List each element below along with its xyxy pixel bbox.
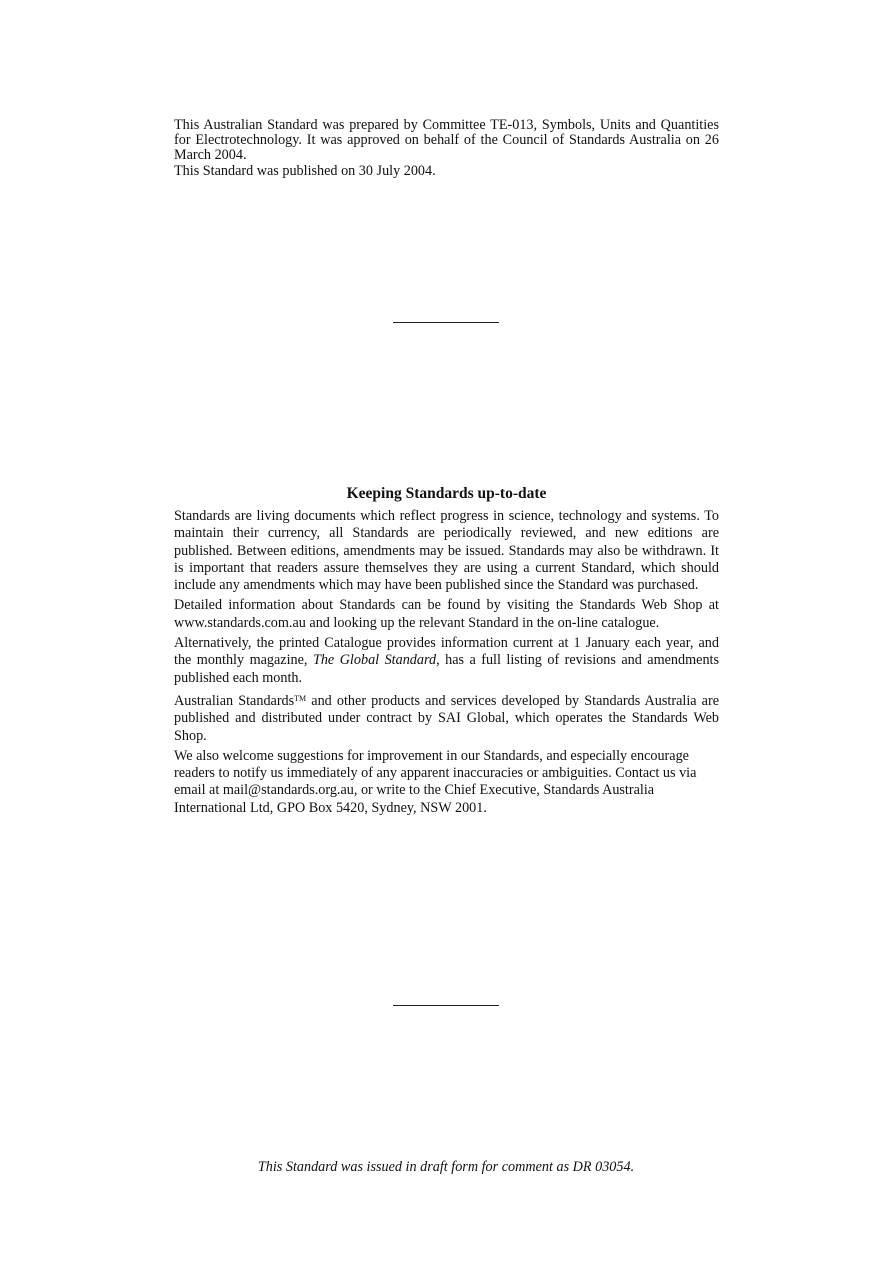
paragraph-contact: We also welcome suggestions for improvement in our Standards, and especially encourage readers to notify us immediately of any apparent inaccuracies or ambiguities. Contact us via email at mail@standards.org.au, or write to the Chief Executive, Standards Australia International Ltd, GPO Box 5420, Sydney, NSW 2001. [174, 747, 697, 816]
paragraph-catalogue [174, 635, 719, 687]
divider-top [393, 322, 499, 323]
paragraph-sai-global-part2: and other products and services developed by Standards Australia are published and distributed under contract by SAI Global, which operates the Standards Web Shop. [174, 692, 719, 744]
paragraph-catalogue-part1: Alternatively, the printed Catalogue provides information current at 1 January each year, and the monthly magazine, [174, 635, 719, 669]
paragraph-sai-global-part1: Australian Standards [174, 692, 295, 709]
trademark-mark: TM [294, 693, 307, 703]
paragraph-web-shop: Detailed information about Standards can be found by visiting the Standards Web Shop at www.standards.com.au and looking up the relevant Standard in the on-line catalogue. [174, 597, 719, 631]
magazine-title: The Global Standard [312, 652, 437, 669]
section-heading: Keeping Standards up-to-date [346, 485, 547, 502]
publication-date-text: This Standard was published on 30 July 2004. [174, 162, 436, 179]
paragraph-sai-global [174, 690, 719, 745]
preparation-note [174, 118, 719, 179]
paragraph-catalogue-part2: , has a full listing of revisions and amendments published each month. [174, 652, 719, 686]
committee-approval-text: This Australian Standard was prepared by Committee TE-013, Symbols, Units and Quantities for Electrotechnology. It was approved on behalf of the Council of Standards Australia on 26 March 2004. [174, 117, 719, 164]
section-body [174, 508, 719, 820]
divider-bottom [393, 1005, 499, 1006]
paragraph-living-documents: Standards are living documents which reflect progress in science, technology and systems. To maintain their currency, all Standards are periodically reviewed, and new editions are published. Between editions, amendments may be issued. Standards may also be withdrawn. It is important that readers assure themselves they are using a current Standard, which should include any amendments which may have been published since the Standard was purchased. [174, 508, 719, 594]
draft-note: This Standard was issued in draft form for comment as DR 03054. [257, 1159, 635, 1175]
